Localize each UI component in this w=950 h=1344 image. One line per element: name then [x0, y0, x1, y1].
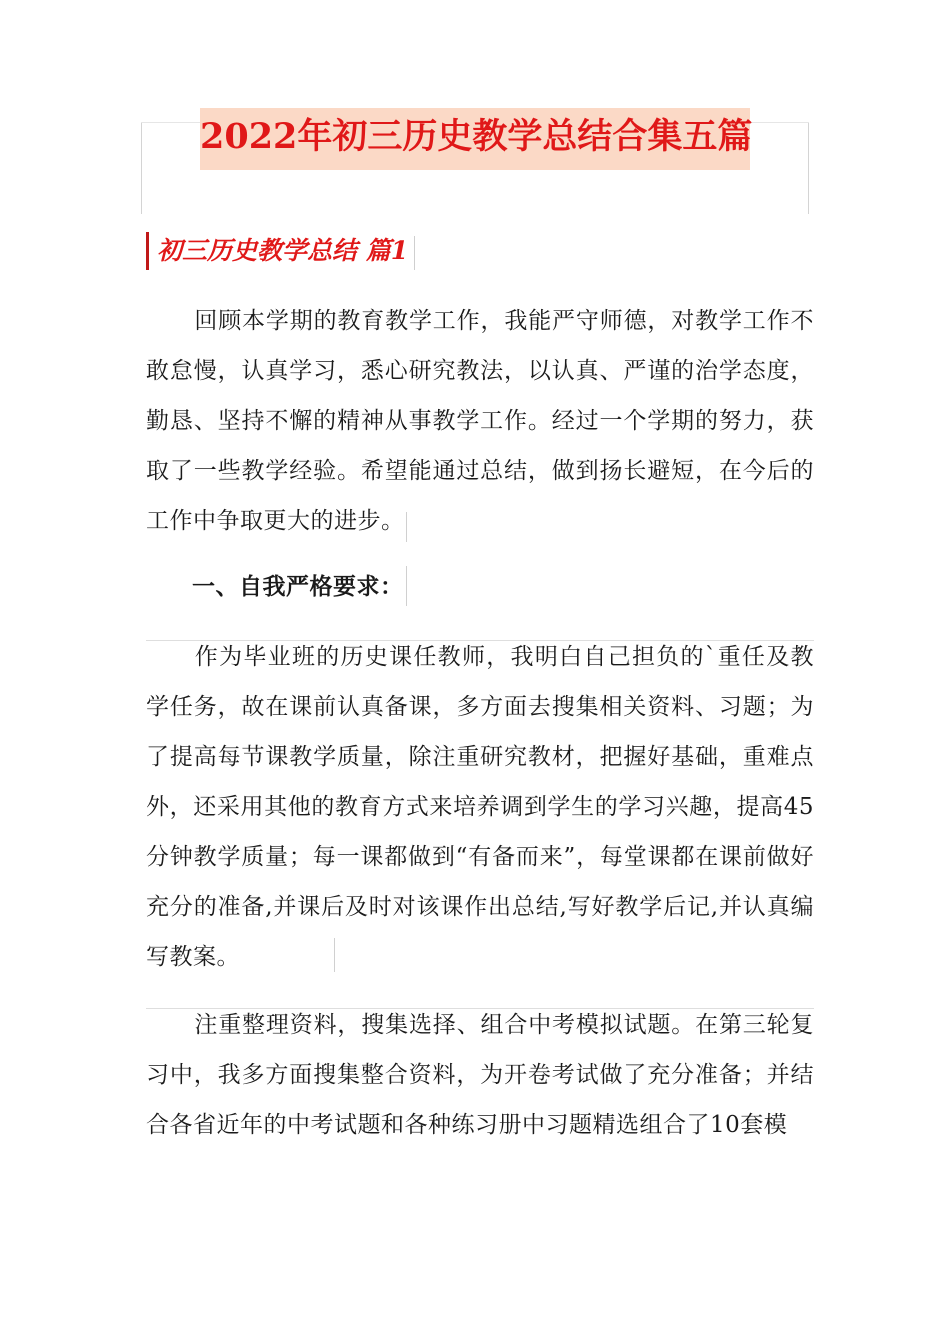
- section-title: [146, 232, 415, 270]
- title-frame-right: [808, 122, 809, 214]
- paragraph-1: [146, 296, 814, 546]
- heading-edge: [406, 566, 407, 606]
- heading-self-requirement: 一、自我严格要求：: [192, 573, 404, 600]
- paragraph-3-text: 注重整理资料，搜集选择、组合中考模拟试题。在第三轮复习中，我多方面搜集整合资料，为开卷考试做了充分准备；并结合各省近年的中考试题和各种练习册中习题精选组合了10套模: [146, 1012, 814, 1138]
- title-frame-left: [141, 122, 142, 214]
- paragraph-1-text: 回顾本学期的教育教学工作，我能严守师德，对教学工作不敢怠慢，认真学习，悉心研究教法，以认真、严谨的治学态度，勤恳、坚持不懈的精神从事教学工作。经过一个学期的努力，获取了一些教学经验。希望能通过总结，做到扬长避短，在今后的工作中争取更大的进步。: [146, 308, 814, 534]
- section-title-divider: [414, 236, 415, 270]
- paragraph-2: [146, 632, 814, 982]
- section-title-text: 初三历史教学总结 篇1: [157, 236, 409, 265]
- paragraph-2-edge: [334, 938, 335, 972]
- document-title: 2022年初三历史教学总结合集五篇: [200, 116, 753, 157]
- paragraph-3: [146, 1000, 814, 1150]
- text-block-edge: [406, 512, 407, 542]
- paragraph-2-text: 作为毕业班的历史课任教师，我明白自己担负的`重任及教学任务，故在课前认真备课，多方面去搜集相关资料、习题；为了提高每节课教学质量，除注重研究教材，把握好基础，重难点外，还采用其他的教育方式来培养调到学生的学习兴趣，提高45分钟教学质量；每一课都做到“有备而来”，每堂课都在课前做好充分的准备,并课后及时对该课作出总结,写好教学后记,并认真编写教案。: [146, 644, 814, 970]
